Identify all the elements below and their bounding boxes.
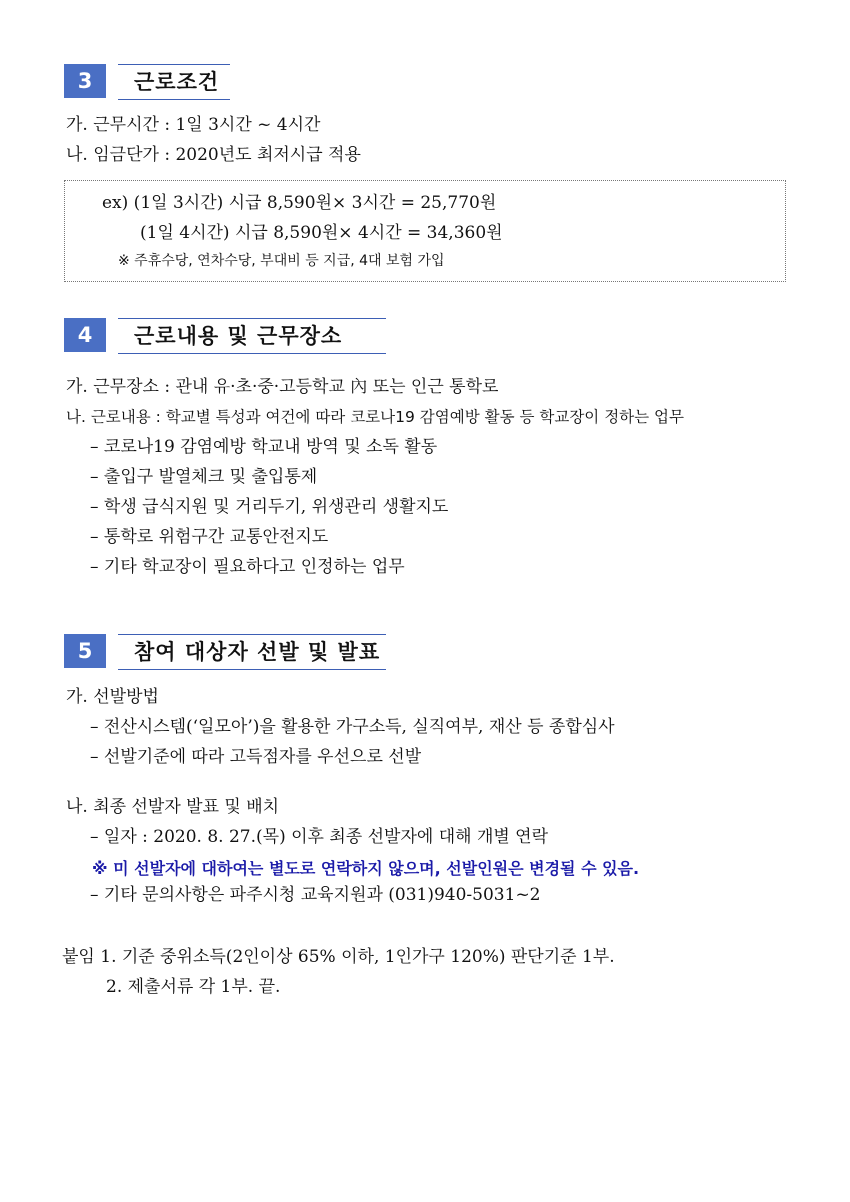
announcement-date: – 일자 : 2020. 8. 27.(목) 이후 최종 선발자에 대해 개별 연락 <box>90 827 549 847</box>
section-3-number: 3 <box>64 64 106 98</box>
selection-method-heading: 가. 선발방법 <box>66 687 159 707</box>
example-note: ※ 주휴수당, 연차수당, 부대비 등 지급, 4대 보험 가입 <box>118 253 445 269</box>
section-5-number: 5 <box>64 634 106 668</box>
section-4-title: 근로내용 및 근무장소 <box>118 318 386 354</box>
work-content-line: 나. 근로내용 : 학교별 특성과 여건에 따라 코로나19 감염예방 활동 등 학교장이 정하는 업무 <box>66 408 684 426</box>
work-hours-line: 가. 근무시간 : 1일 3시간 ~ 4시간 <box>66 115 321 135</box>
example-line-1: ex) (1일 3시간) 시급 8,590원× 3시간 = 25,770원 <box>102 193 497 213</box>
wage-line: 나. 임금단가 : 2020년도 최저시급 적용 <box>66 145 361 165</box>
attachment-line-2: 2. 제출서류 각 1부. 끝. <box>106 977 281 997</box>
work-place-line: 가. 근무장소 : 관내 유·초·중·고등학교 內 또는 인근 통학로 <box>66 377 499 397</box>
attachment-line-1: 붙임 1. 기준 중위소득(2인이상 65% 이하, 1인가구 120%) 판단기준 1부. <box>62 947 615 967</box>
announcement-heading: 나. 최종 선발자 발표 및 배치 <box>66 797 280 817</box>
duty-item: – 기타 학교장이 필요하다고 인정하는 업무 <box>90 557 405 577</box>
non-selection-notice: ※ 미 선발자에 대하여는 별도로 연락하지 않으며, 선발인원은 변경될 수 있음. <box>92 859 640 878</box>
section-5-title: 참여 대상자 선발 및 발표 <box>118 634 386 670</box>
duty-item: – 통학로 위험구간 교통안전지도 <box>90 527 329 547</box>
duty-item: – 출입구 발열체크 및 출입통제 <box>90 467 318 487</box>
section-3-title: 근로조건 <box>118 64 230 100</box>
contact-line: – 기타 문의사항은 파주시청 교육지원과 (031)940-5031~2 <box>90 885 541 905</box>
duty-item: – 학생 급식지원 및 거리두기, 위생관리 생활지도 <box>90 497 449 517</box>
section-4-number: 4 <box>64 318 106 352</box>
selection-method-item: – 선발기준에 따라 고득점자를 우선으로 선발 <box>90 747 422 767</box>
duty-item: – 코로나19 감염예방 학교내 방역 및 소독 활동 <box>90 437 438 457</box>
selection-method-item: – 전산시스템(‘일모아’)을 활용한 가구소득, 실직여부, 재산 등 종합심사 <box>90 717 615 737</box>
example-line-2: (1일 4시간) 시급 8,590원× 4시간 = 34,360원 <box>140 223 503 243</box>
